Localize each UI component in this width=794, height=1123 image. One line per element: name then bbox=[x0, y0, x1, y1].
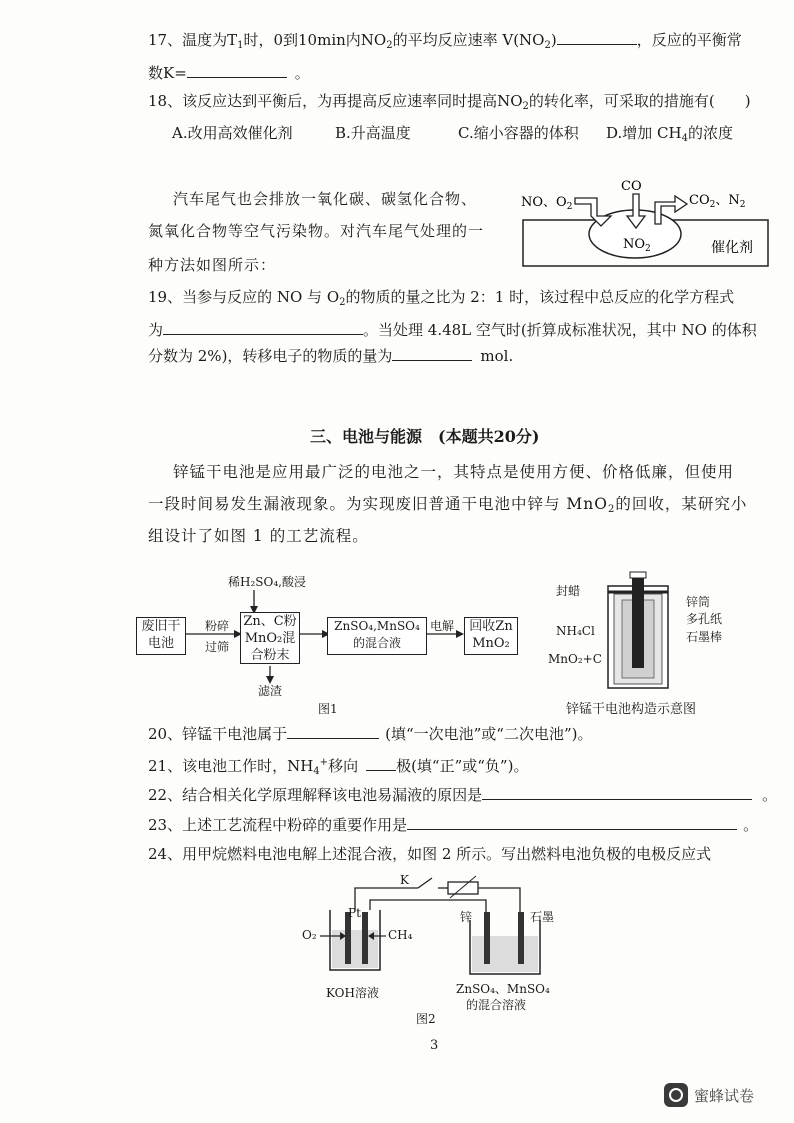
section3-p3: 组设计了如图 1 的工艺流程。 bbox=[148, 527, 369, 545]
q17-line2: 数K= 。 bbox=[148, 61, 310, 84]
q18-option-b[interactable]: B.升高温度 bbox=[335, 124, 411, 142]
label-fig2-graphite: 石墨 bbox=[530, 910, 555, 924]
electrolysis-diagram bbox=[300, 870, 580, 985]
exhaust-catalyst-diagram bbox=[515, 176, 775, 272]
q17-line1: 17、温度为$T_1$时，0到10min内$NO_2$的平均反应速率 $V(NO_2)$ ，反应的平衡常 bbox=[148, 28, 742, 57]
flow-box-waste-battery: 废旧干电池 bbox=[136, 617, 186, 655]
q22-blank[interactable] bbox=[482, 783, 752, 800]
co-label: CO bbox=[621, 179, 642, 194]
figure2-caption: 图2 bbox=[416, 1012, 436, 1026]
label-mix-line1: ZnSO₄、MnSO₄ bbox=[456, 982, 550, 996]
label-graphite-rod: 石墨棒 bbox=[686, 630, 723, 644]
q18-option-d[interactable]: D.增加 $CH_4$的浓度 bbox=[606, 124, 733, 144]
q18-option-a[interactable]: A.改用高效催化剂 bbox=[172, 124, 293, 142]
q18-option-c[interactable]: C.缩小容器的体积 bbox=[458, 124, 579, 142]
q18-stem: 18、该反应达到平衡后，为再提高反应速率同时提高$NO_2$的转化率，可采取的措施有( ) bbox=[148, 92, 751, 112]
flow-residue: 滤渣 bbox=[258, 684, 283, 698]
q20-blank[interactable] bbox=[287, 722, 379, 739]
exhaust-line3: 种方法如图所示： bbox=[148, 256, 277, 274]
watermark: 蜜蜂试卷 bbox=[664, 1080, 774, 1110]
switch-k bbox=[418, 878, 432, 888]
label-mno2-c: MnO₂+C bbox=[548, 652, 602, 666]
q23-blank[interactable] bbox=[407, 813, 737, 830]
page-number: 3 bbox=[430, 1038, 439, 1053]
q23: 23、上述工艺流程中粉碎的重要作用是 。 bbox=[148, 813, 758, 836]
q17-k-blank[interactable] bbox=[187, 61, 287, 78]
q21-blank[interactable] bbox=[366, 754, 396, 771]
watermark-logo-icon bbox=[664, 1083, 688, 1107]
label-porous-paper: 多孔纸 bbox=[686, 612, 723, 626]
label-seal: 封蜡 bbox=[556, 584, 581, 598]
exhaust-line1: 汽车尾气也会排放一氧化碳、碳氢化合物、 bbox=[173, 190, 478, 208]
electrolyte-solution bbox=[472, 936, 538, 972]
acid-leach-label: 稀H₂SO₄,酸浸 bbox=[228, 575, 306, 589]
exhaust-input-label: NO、$O_2$ bbox=[521, 195, 573, 212]
flow-box-mixed-powder: Zn、C粉 MnO₂混合粉末 bbox=[240, 612, 300, 664]
exhaust-output-label: $CO_2$、$N_2$ bbox=[689, 193, 746, 210]
rod-cap bbox=[630, 572, 646, 578]
no2-center-label: $NO_2$ bbox=[623, 237, 651, 254]
label-fig2-zinc: 锌 bbox=[460, 910, 473, 924]
label-pt: Pt bbox=[348, 906, 361, 920]
q19-line3: 分数为 2%)，转移电子的物质的量为 mol. bbox=[148, 344, 513, 367]
label-nh4cl: NH₄Cl bbox=[556, 624, 595, 638]
rheostat bbox=[448, 882, 478, 894]
fuel-cathode bbox=[362, 912, 368, 964]
label-o2: O₂ bbox=[302, 928, 317, 942]
flow-step-sieve: 过筛 bbox=[205, 640, 230, 654]
figure1-caption: 图1 bbox=[318, 702, 338, 716]
q19-line2: 为 。当处理 4.48L 空气时(折算成标准状况，其中 NO 的体积 bbox=[148, 318, 757, 341]
dry-cell-caption: 锌锰干电池构造示意图 bbox=[566, 702, 697, 717]
q20: 20、锌锰干电池属于 (填“一次电池”或“二次电池”)。 bbox=[148, 722, 592, 745]
label-zinc-can: 锌筒 bbox=[686, 595, 711, 609]
q21: 21、该电池工作时，$NH_4^+$移向 极(填“正”或“负”)。 bbox=[148, 752, 528, 783]
section3-p2: 一段时间易发生漏液现象。为实现废旧普通干电池中锌与 MnO$_2$的回收，某研究小 bbox=[148, 495, 748, 515]
wire-left bbox=[355, 888, 418, 910]
flow-step-electrolysis: 电解 bbox=[430, 619, 455, 633]
exhaust-line2: 氮氧化合物等空气污染物。对汽车尾气处理的一 bbox=[148, 222, 485, 240]
inflow-arrow bbox=[575, 198, 611, 226]
label-k: K bbox=[400, 873, 409, 887]
zinc-electrode bbox=[484, 912, 490, 964]
flow-step-crush: 粉碎 bbox=[205, 619, 230, 633]
label-ch4: CH₄ bbox=[388, 928, 413, 942]
flow-box-recovery: 回收Zn MnO₂ bbox=[464, 617, 518, 655]
q22: 22、结合相关化学原理解释该电池易漏液的原因是 。 bbox=[148, 783, 777, 806]
q24: 24、用甲烷燃料电池电解上述混合液，如图 2 所示。写出燃料电池负极的电极反应式 bbox=[148, 845, 712, 863]
q19-line1: 19、当参与反应的 NO 与 $O_2$的物质的量之比为 2：1 时，该过程中总反应的化学方程式 bbox=[148, 288, 735, 308]
catalyst-label: 催化剂 bbox=[711, 240, 753, 256]
label-mix-line2: 的混合溶液 bbox=[466, 998, 527, 1012]
section3-p1: 锌锰干电池是应用最广泛的电池之一，其特点是使用方便、价格低廉，但使用 bbox=[173, 463, 735, 481]
q19-electron-blank[interactable] bbox=[392, 344, 472, 361]
graphite-electrode bbox=[518, 912, 524, 964]
label-koh: KOH溶液 bbox=[326, 986, 379, 1000]
q19-equation-blank[interactable] bbox=[163, 318, 363, 335]
q17-rate-blank[interactable] bbox=[557, 28, 637, 45]
flow-box-mixed-solution: ZnSO₄,MnSO₄ 的混合液 bbox=[327, 617, 427, 655]
section3-title: 三、电池与能源 (本题共20分) bbox=[310, 427, 540, 446]
dry-cell-diagram bbox=[588, 570, 698, 694]
